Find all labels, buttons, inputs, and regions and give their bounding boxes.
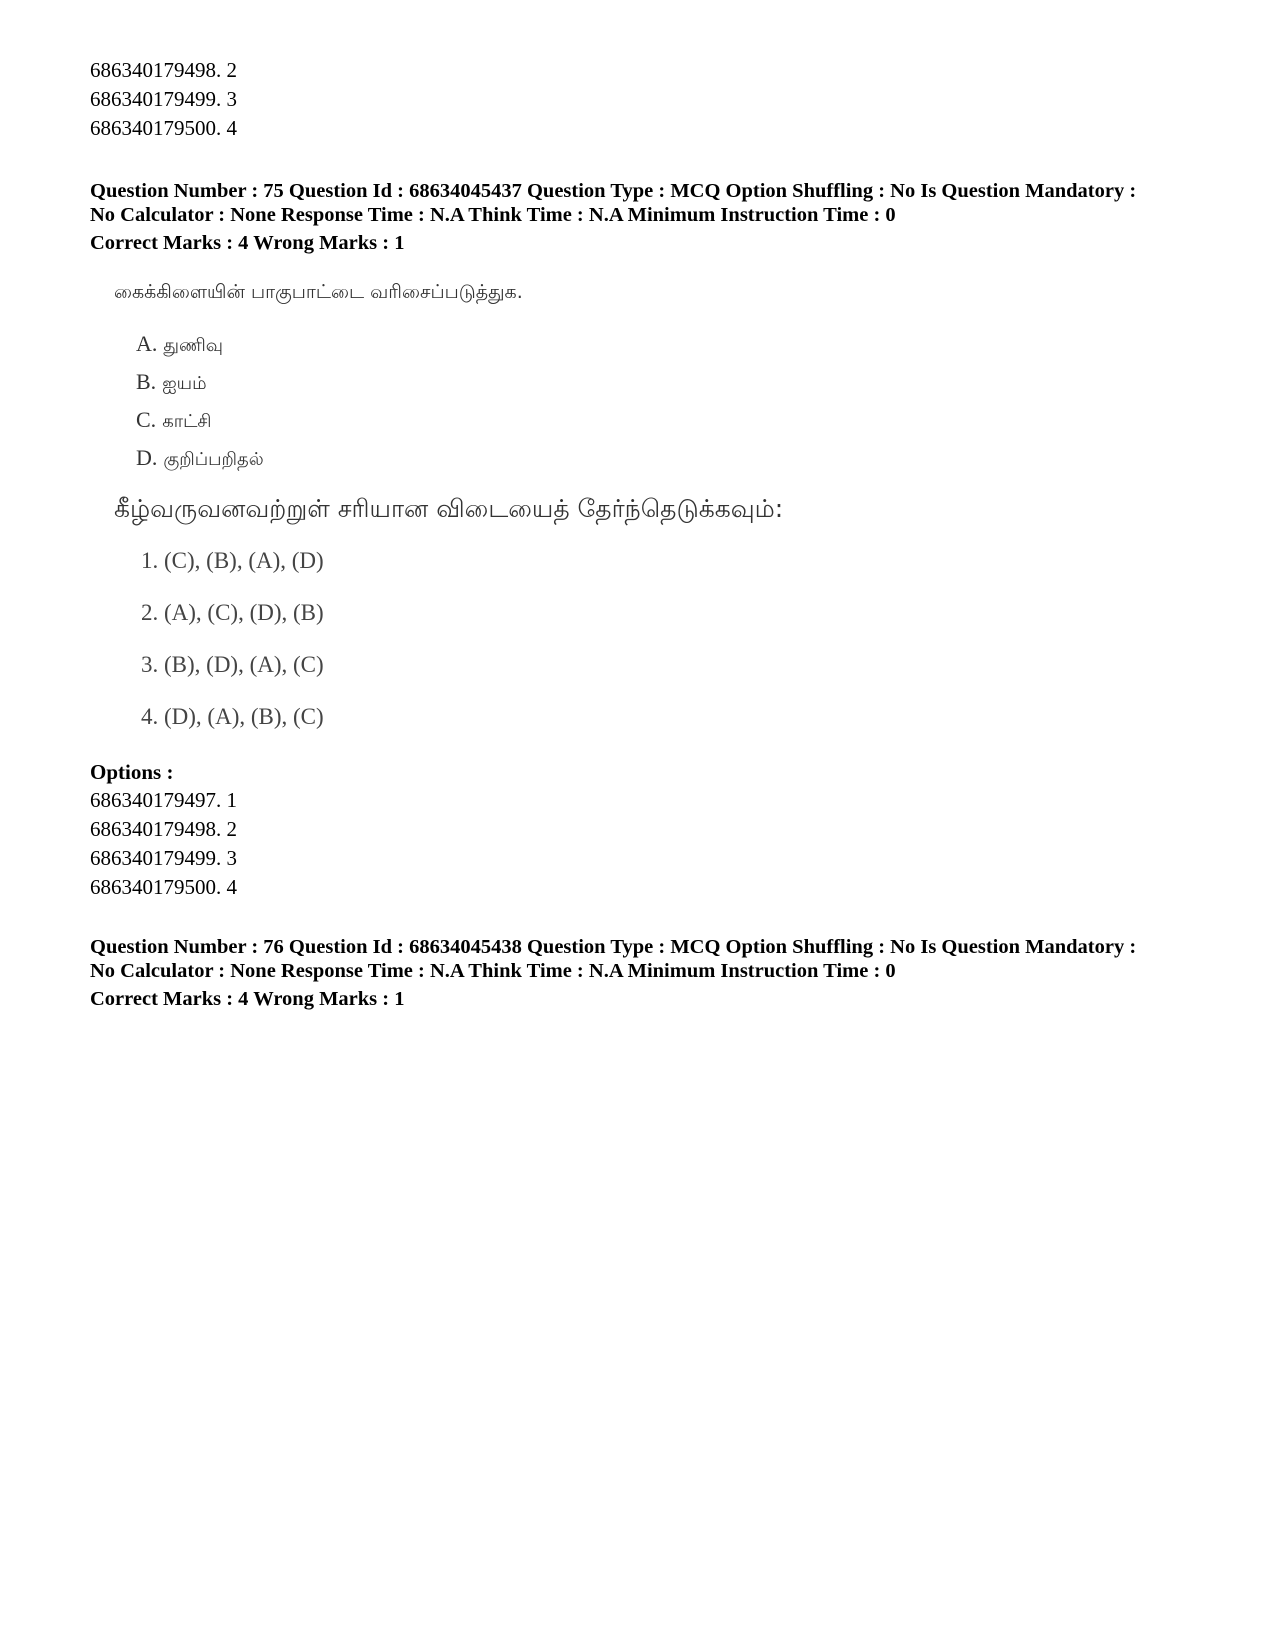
option-number: 3 <box>226 846 237 870</box>
statement-d: D. குறிப்பறிதல் <box>136 445 264 470</box>
question-instruction: கீழ்வருவனவற்றுள் சரியான விடையைத் தேர்ந்தெடுக்கவும்: <box>114 494 784 523</box>
option-row <box>90 873 237 902</box>
option-number: 2 <box>226 817 237 841</box>
statement-b: B. ஐயம் <box>136 369 207 394</box>
option-number: 4 <box>226 116 237 140</box>
question-meta-line-2: No Calculator : None Response Time : N.A Think Time : N.A Minimum Instruction Time : 0 <box>90 960 896 982</box>
question-stem: கைக்கிளையின் பாகுபாட்டை வரிசைப்படுத்துக. <box>114 281 523 303</box>
option-id: 686340179500. <box>90 875 222 899</box>
option-row <box>90 786 237 815</box>
question-75-options <box>90 758 237 902</box>
question-marks: Correct Marks : 4 Wrong Marks : 1 <box>90 988 405 1010</box>
statement-a: A. துணிவு <box>136 331 223 356</box>
question-76-meta <box>90 935 1136 1013</box>
answer-choice-3: 3. (B), (D), (A), (C) <box>141 652 324 677</box>
statement-c: C. காட்சி <box>136 407 212 432</box>
option-number: 3 <box>226 87 237 111</box>
option-number: 1 <box>226 788 237 812</box>
option-row <box>90 844 237 873</box>
question-75-meta <box>90 179 1136 257</box>
previous-question-options <box>90 56 237 143</box>
option-id: 686340179497. <box>90 788 222 812</box>
option-number: 4 <box>226 875 237 899</box>
options-heading: Options : <box>90 760 174 784</box>
question-marks: Correct Marks : 4 Wrong Marks : 1 <box>90 232 405 254</box>
option-id: 686340179498. <box>90 58 222 82</box>
question-meta-line-1: Question Number : 76 Question Id : 68634045438 Question Type : MCQ Option Shuffling : No Is Question Mandatory : <box>90 936 1137 958</box>
question-meta-line-1: Question Number : 75 Question Id : 68634045437 Question Type : MCQ Option Shuffling : No Is Question Mandatory : <box>90 180 1137 202</box>
option-id: 686340179499. <box>90 846 222 870</box>
option-row <box>90 815 237 844</box>
option-row <box>90 85 237 114</box>
answer-choice-1: 1. (C), (B), (A), (D) <box>141 548 324 573</box>
answer-choice-2: 2. (A), (C), (D), (B) <box>141 600 324 625</box>
option-number: 2 <box>226 58 237 82</box>
answer-choice-4: 4. (D), (A), (B), (C) <box>141 704 324 729</box>
option-id: 686340179500. <box>90 116 222 140</box>
question-meta-line-2: No Calculator : None Response Time : N.A Think Time : N.A Minimum Instruction Time : 0 <box>90 204 896 226</box>
option-id: 686340179498. <box>90 817 222 841</box>
statement-list <box>136 326 264 478</box>
option-id: 686340179499. <box>90 87 222 111</box>
option-row <box>90 114 237 143</box>
option-row <box>90 56 237 85</box>
